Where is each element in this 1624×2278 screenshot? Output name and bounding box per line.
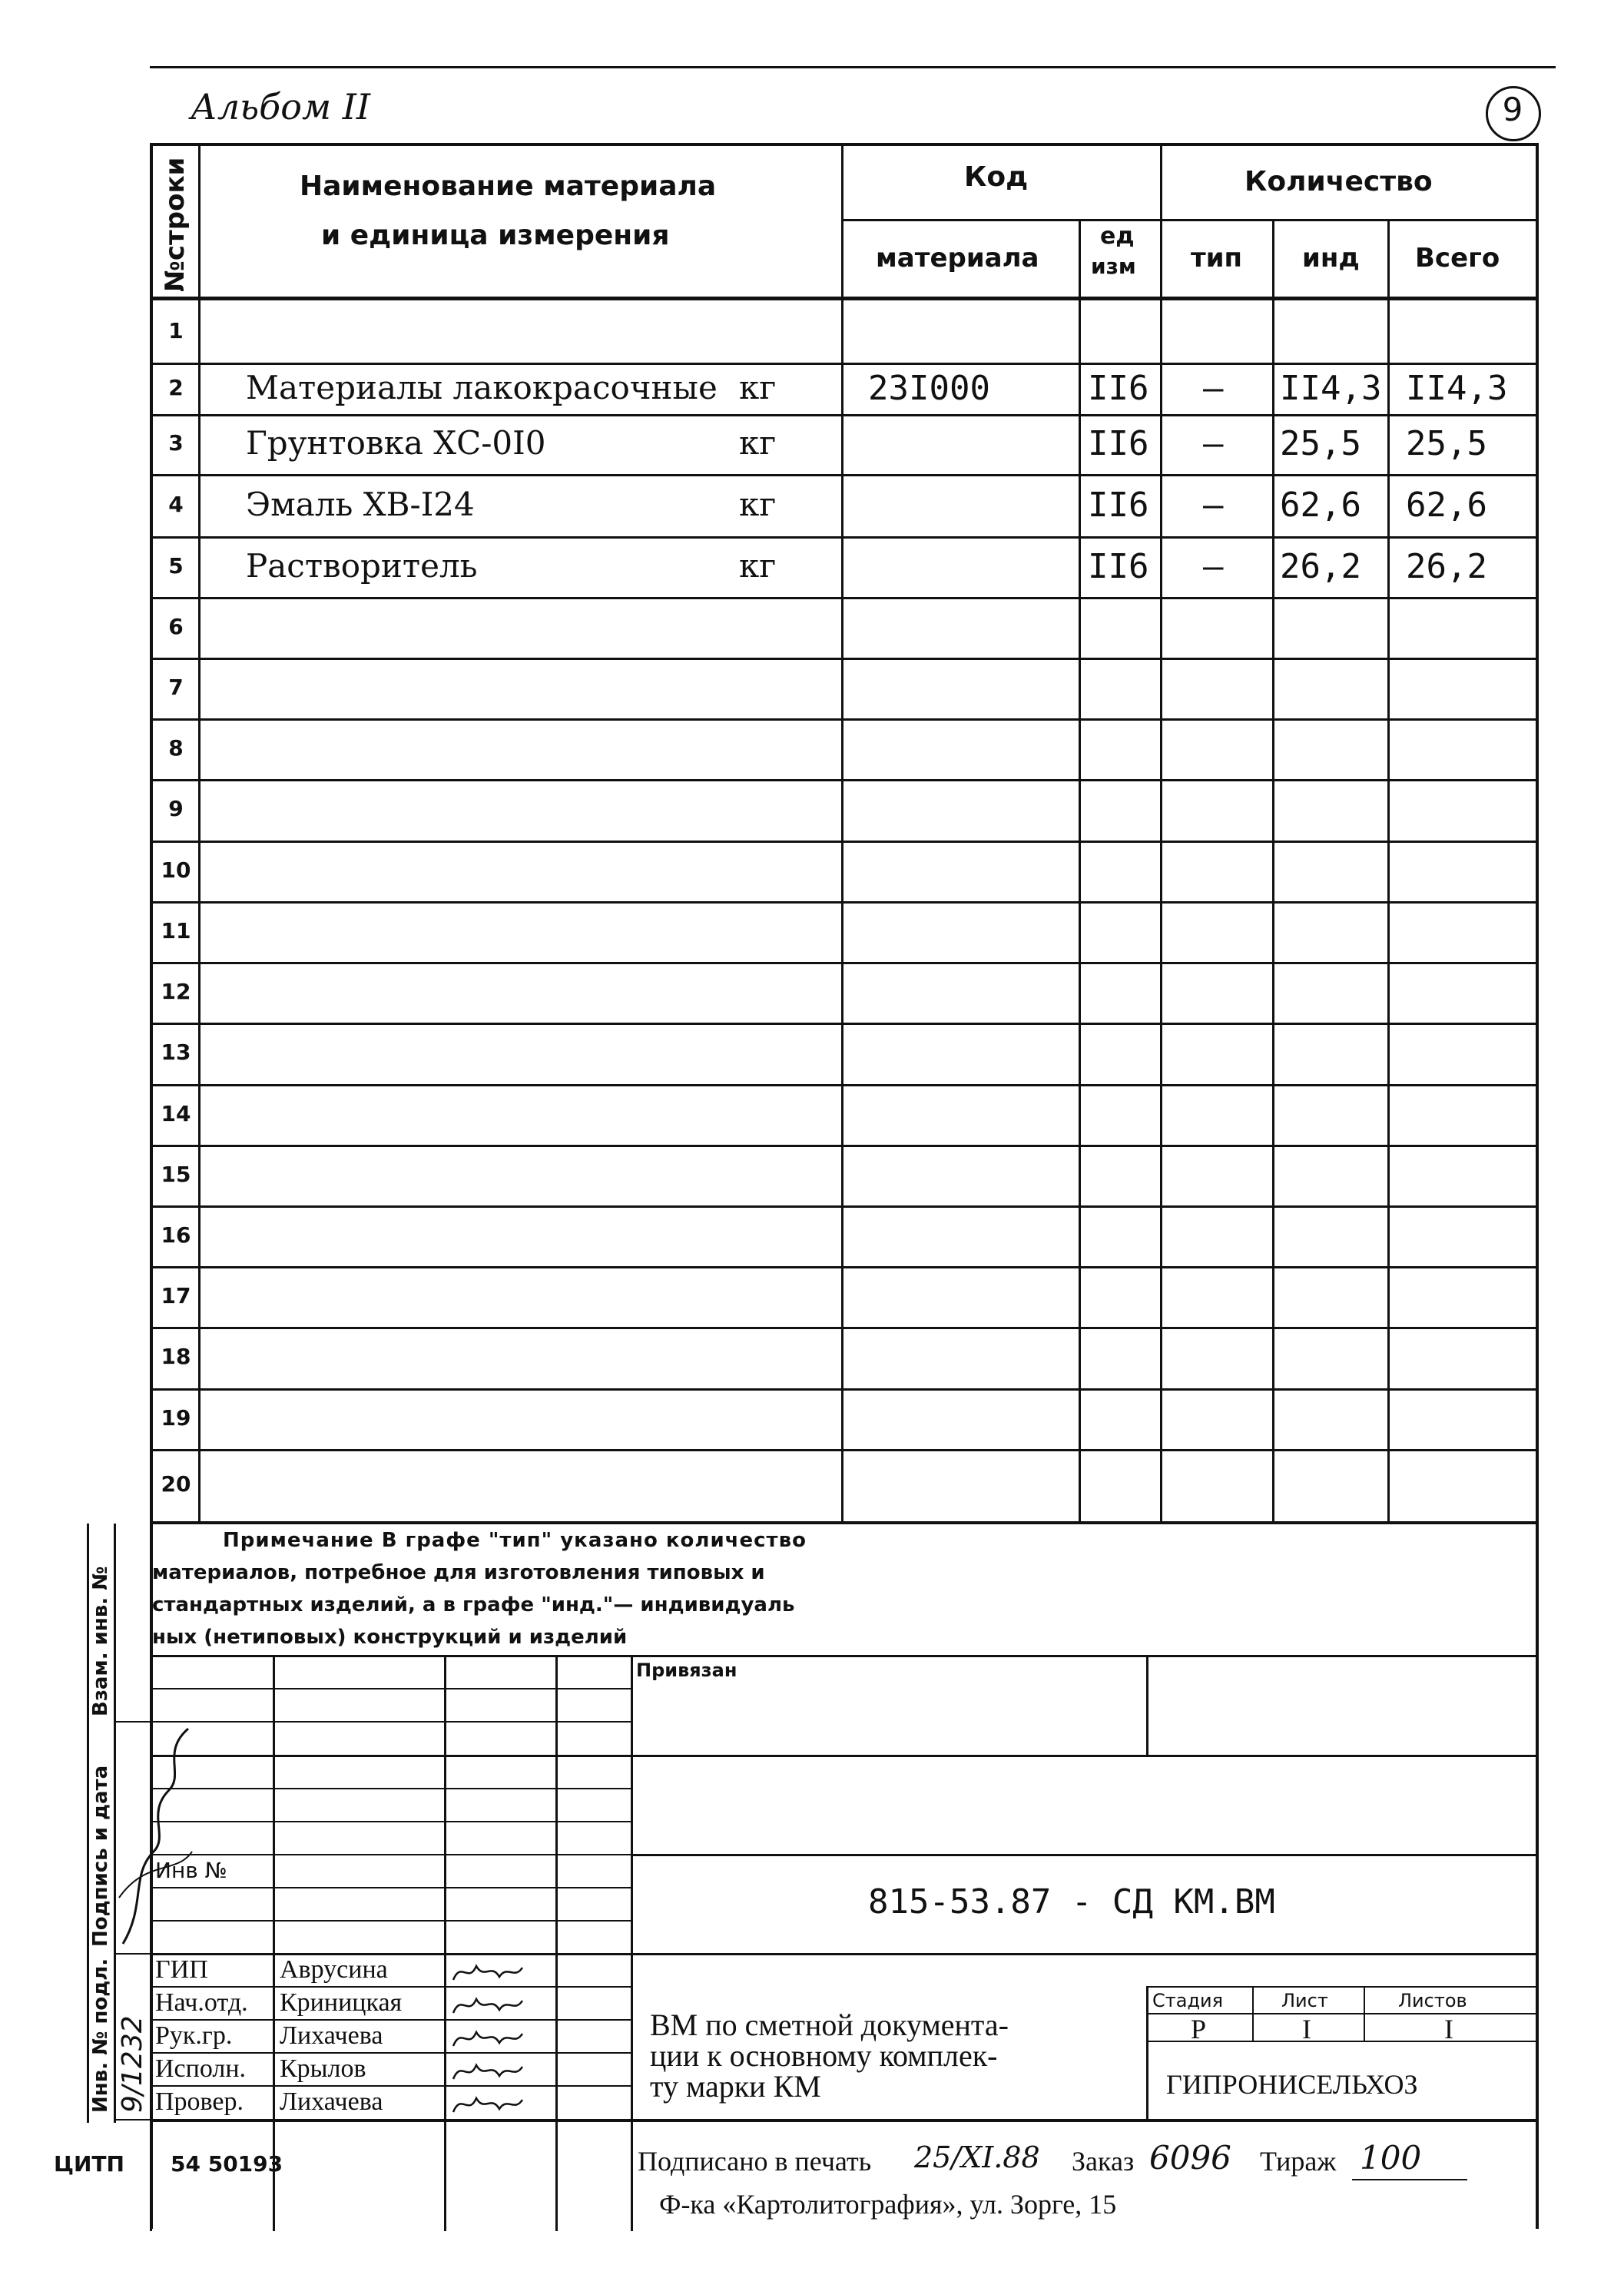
row-name: Грунтовка ХС-0I0 — [246, 424, 546, 462]
row-separator — [150, 658, 1538, 660]
stamp-stage-h1 — [1146, 1986, 1538, 1988]
note-line-3: стандартных изделий, а в графе "инд."— индивидуаль — [152, 1593, 795, 1616]
stamp-bottom — [150, 2119, 1538, 2122]
row-separator — [150, 1449, 1538, 1451]
row-total: 62,6 — [1406, 485, 1487, 525]
row-tip: – — [1203, 546, 1224, 586]
side-label-inv: Инв. № подл. — [89, 1958, 112, 2113]
row-ind: II4,3 — [1280, 368, 1382, 408]
note-line-4: ных (нетиповых) конструкций и изделий — [152, 1626, 628, 1649]
row-separator — [150, 1205, 1538, 1208]
sheets-label: Листов — [1398, 1990, 1467, 2011]
row-code: 23I000 — [868, 368, 990, 408]
footer-cit: ЦИТП — [54, 2151, 124, 2177]
stage-value: Р — [1191, 2014, 1207, 2044]
footer-run-underline — [1352, 2179, 1467, 2180]
row-number: 17 — [161, 1282, 191, 1308]
sheets-value: I — [1444, 2014, 1453, 2044]
stamp-col-2 — [444, 1655, 446, 2231]
stamp-h-11 — [150, 2019, 631, 2021]
footer-order: 6096 — [1149, 2139, 1231, 2177]
row-ed: II6 — [1088, 424, 1149, 463]
signer-role: Провер. — [155, 2087, 244, 2116]
page-number: 9 — [1502, 91, 1523, 128]
row-unit: кг — [739, 424, 777, 462]
footer-code: 54 50193 — [171, 2151, 283, 2177]
footer-signed-date: 25/XI.88 — [914, 2140, 1040, 2174]
sheet-label: Лист — [1281, 1990, 1328, 2011]
side-signature — [115, 1721, 200, 1951]
stamp-h-4 — [150, 1788, 631, 1789]
col-line-unit — [1160, 143, 1162, 1524]
stamp-h-5 — [150, 1821, 631, 1822]
header-q-total: Всего — [1415, 243, 1500, 274]
side-label-podp: Подпись и дата — [89, 1765, 112, 1947]
stamp-h-6 — [150, 1854, 631, 1855]
stamp-h-1 — [150, 1688, 631, 1689]
row-ind: 25,5 — [1280, 424, 1361, 463]
row-name: Эмаль ХВ-I24 — [246, 485, 475, 523]
row-ind: 62,6 — [1280, 485, 1361, 525]
footer-printer: Ф-ка «Картолитография», ул. Зорге, 15 — [659, 2189, 1117, 2220]
header-unit-2: изм — [1091, 254, 1136, 279]
row-separator — [150, 1145, 1538, 1147]
row-number: 19 — [161, 1404, 191, 1431]
row-separator — [150, 1023, 1538, 1025]
row-separator — [150, 1084, 1538, 1086]
row-number: 11 — [161, 917, 191, 943]
row-number: 14 — [161, 1100, 191, 1126]
row-total: 26,2 — [1406, 546, 1487, 586]
row-number: 9 — [168, 796, 184, 821]
row-unit: кг — [739, 368, 777, 406]
footer-run-label: Тираж — [1260, 2146, 1337, 2177]
row-separator — [150, 718, 1538, 721]
row-number: 5 — [168, 552, 184, 579]
signer-role: Исполн. — [155, 2054, 247, 2083]
row-tip: – — [1203, 485, 1224, 525]
header-unit-1: ед — [1100, 223, 1135, 250]
stamp-stage-v2 — [1364, 1986, 1365, 2041]
row-name: Растворитель — [246, 546, 478, 585]
row-separator — [150, 901, 1538, 904]
doc-title-2: ции к основному комплек- — [650, 2038, 998, 2073]
row-separator — [150, 841, 1538, 843]
table-body-bottom — [150, 1521, 1538, 1524]
side-strip-h3 — [114, 2119, 150, 2120]
header-name-line2: и единица измерения — [321, 220, 670, 251]
table-top — [150, 143, 1538, 146]
row-number: 2 — [168, 374, 184, 400]
row-ed: II6 — [1088, 485, 1149, 525]
row-separator — [150, 414, 1538, 416]
header-row-no: №строки — [160, 157, 191, 292]
row-name: Материалы лакокрасочные — [246, 368, 718, 406]
row-number: 4 — [168, 491, 184, 517]
header-code-material: материала — [876, 243, 1039, 274]
row-number: 18 — [161, 1344, 191, 1369]
stamp-col-5 — [1146, 1655, 1148, 1755]
row-unit: кг — [739, 546, 777, 585]
inv-no-label: Инв № — [155, 1858, 227, 1883]
signature-mark — [449, 2056, 526, 2087]
row-ed: II6 — [1088, 368, 1149, 408]
row-separator — [150, 1388, 1538, 1391]
col-line-num — [198, 143, 201, 1524]
stamp-h-7 — [150, 1887, 631, 1888]
row-ed: II6 — [1088, 546, 1149, 586]
signer-name: Лихачева — [280, 2087, 383, 2116]
sheet-value: I — [1302, 2014, 1311, 2044]
footer-run: 100 — [1360, 2139, 1422, 2177]
col-line-name — [841, 143, 843, 1524]
stamp-col-4 — [631, 1655, 633, 2231]
signature-mark — [449, 1957, 526, 1988]
stamp-h-13 — [150, 2085, 631, 2087]
header-q-ind: инд — [1302, 243, 1360, 274]
signature-mark — [449, 2089, 526, 2120]
doc-title-1: ВМ по сметной документа- — [650, 2008, 1009, 2042]
album-label: Альбом II — [191, 86, 371, 128]
row-number: 7 — [168, 674, 184, 700]
organization: ГИПРОНИСЕЛЬХОЗ — [1166, 2069, 1418, 2100]
privyazan-label: Привязан — [636, 1660, 737, 1681]
row-number: 6 — [168, 613, 184, 639]
stamp-h-3 — [150, 1755, 1538, 1757]
note-line-2: материалов, потребное для изготовления типовых и — [152, 1561, 765, 1584]
stamp-col-1 — [273, 1655, 275, 2231]
row-unit: кг — [739, 485, 777, 523]
side-handwriting: 9/1232 — [117, 2015, 148, 2113]
top-rule — [150, 66, 1556, 68]
signature-mark — [449, 2023, 526, 2054]
doc-title-3: ту марки КМ — [650, 2069, 821, 2104]
footer-signed-label: Подписано в печать — [638, 2146, 872, 2177]
designation: 815-53.87 - СД КМ.ВМ — [868, 1882, 1275, 1922]
stamp-title-col — [1146, 1986, 1148, 2119]
stage-label: Стадия — [1152, 1990, 1224, 2011]
row-number: 12 — [161, 978, 191, 1004]
row-total: II4,3 — [1406, 368, 1508, 408]
row-separator — [150, 1327, 1538, 1329]
header-bottom — [150, 297, 1538, 300]
row-number: 16 — [161, 1222, 191, 1248]
header-quantity: Количество — [1245, 166, 1433, 197]
signer-name: Крылов — [280, 2054, 366, 2083]
table-right — [1536, 143, 1539, 2229]
row-separator — [150, 474, 1538, 476]
signer-name: Аврусина — [280, 1955, 388, 1984]
signer-role: ГИП — [155, 1955, 208, 1984]
row-number: 15 — [161, 1161, 191, 1187]
stamp-h-designation — [631, 1854, 1538, 1856]
row-separator — [150, 962, 1538, 964]
note-line-1: Примечание В графе "тип" указано количество — [223, 1529, 807, 1552]
stamp-col-3 — [555, 1655, 558, 2231]
header-name-line1: Наименование материала — [300, 171, 717, 202]
row-ind: 26,2 — [1280, 546, 1361, 586]
row-tip: – — [1203, 424, 1224, 463]
header-mid — [841, 219, 1538, 221]
row-separator — [150, 779, 1538, 781]
row-separator — [150, 536, 1538, 539]
header-code: Код — [964, 161, 1029, 193]
stamp-h-8 — [150, 1920, 631, 1922]
row-total: 25,5 — [1406, 424, 1487, 463]
row-number: 20 — [161, 1471, 191, 1497]
signer-role: Нач.отд. — [155, 1988, 248, 2017]
row-number: 1 — [168, 318, 184, 343]
row-number: 3 — [168, 430, 184, 456]
stamp-stage-v1 — [1252, 1986, 1254, 2041]
row-separator — [150, 1266, 1538, 1268]
signer-name: Лихачева — [280, 2021, 383, 2050]
row-number: 8 — [168, 734, 184, 761]
stamp-h-2 — [150, 1721, 631, 1723]
signer-role: Рук.гр. — [155, 2021, 233, 2050]
stamp-top — [150, 1655, 1538, 1657]
footer-order-label: Заказ — [1072, 2146, 1135, 2177]
stamp-h-10 — [150, 1986, 631, 1988]
row-number: 10 — [161, 857, 191, 883]
signer-name: Криницкая — [280, 1988, 403, 2017]
header-q-type: тип — [1191, 243, 1243, 274]
side-label-vzam: Взам. инв. № — [89, 1566, 112, 1716]
row-tip: – — [1203, 368, 1224, 408]
side-strip-h2 — [114, 1953, 150, 1955]
row-separator — [150, 363, 1538, 365]
row-separator — [150, 597, 1538, 599]
row-number: 13 — [161, 1040, 191, 1065]
signature-mark — [449, 1990, 526, 2021]
stamp-h-12 — [150, 2052, 631, 2054]
